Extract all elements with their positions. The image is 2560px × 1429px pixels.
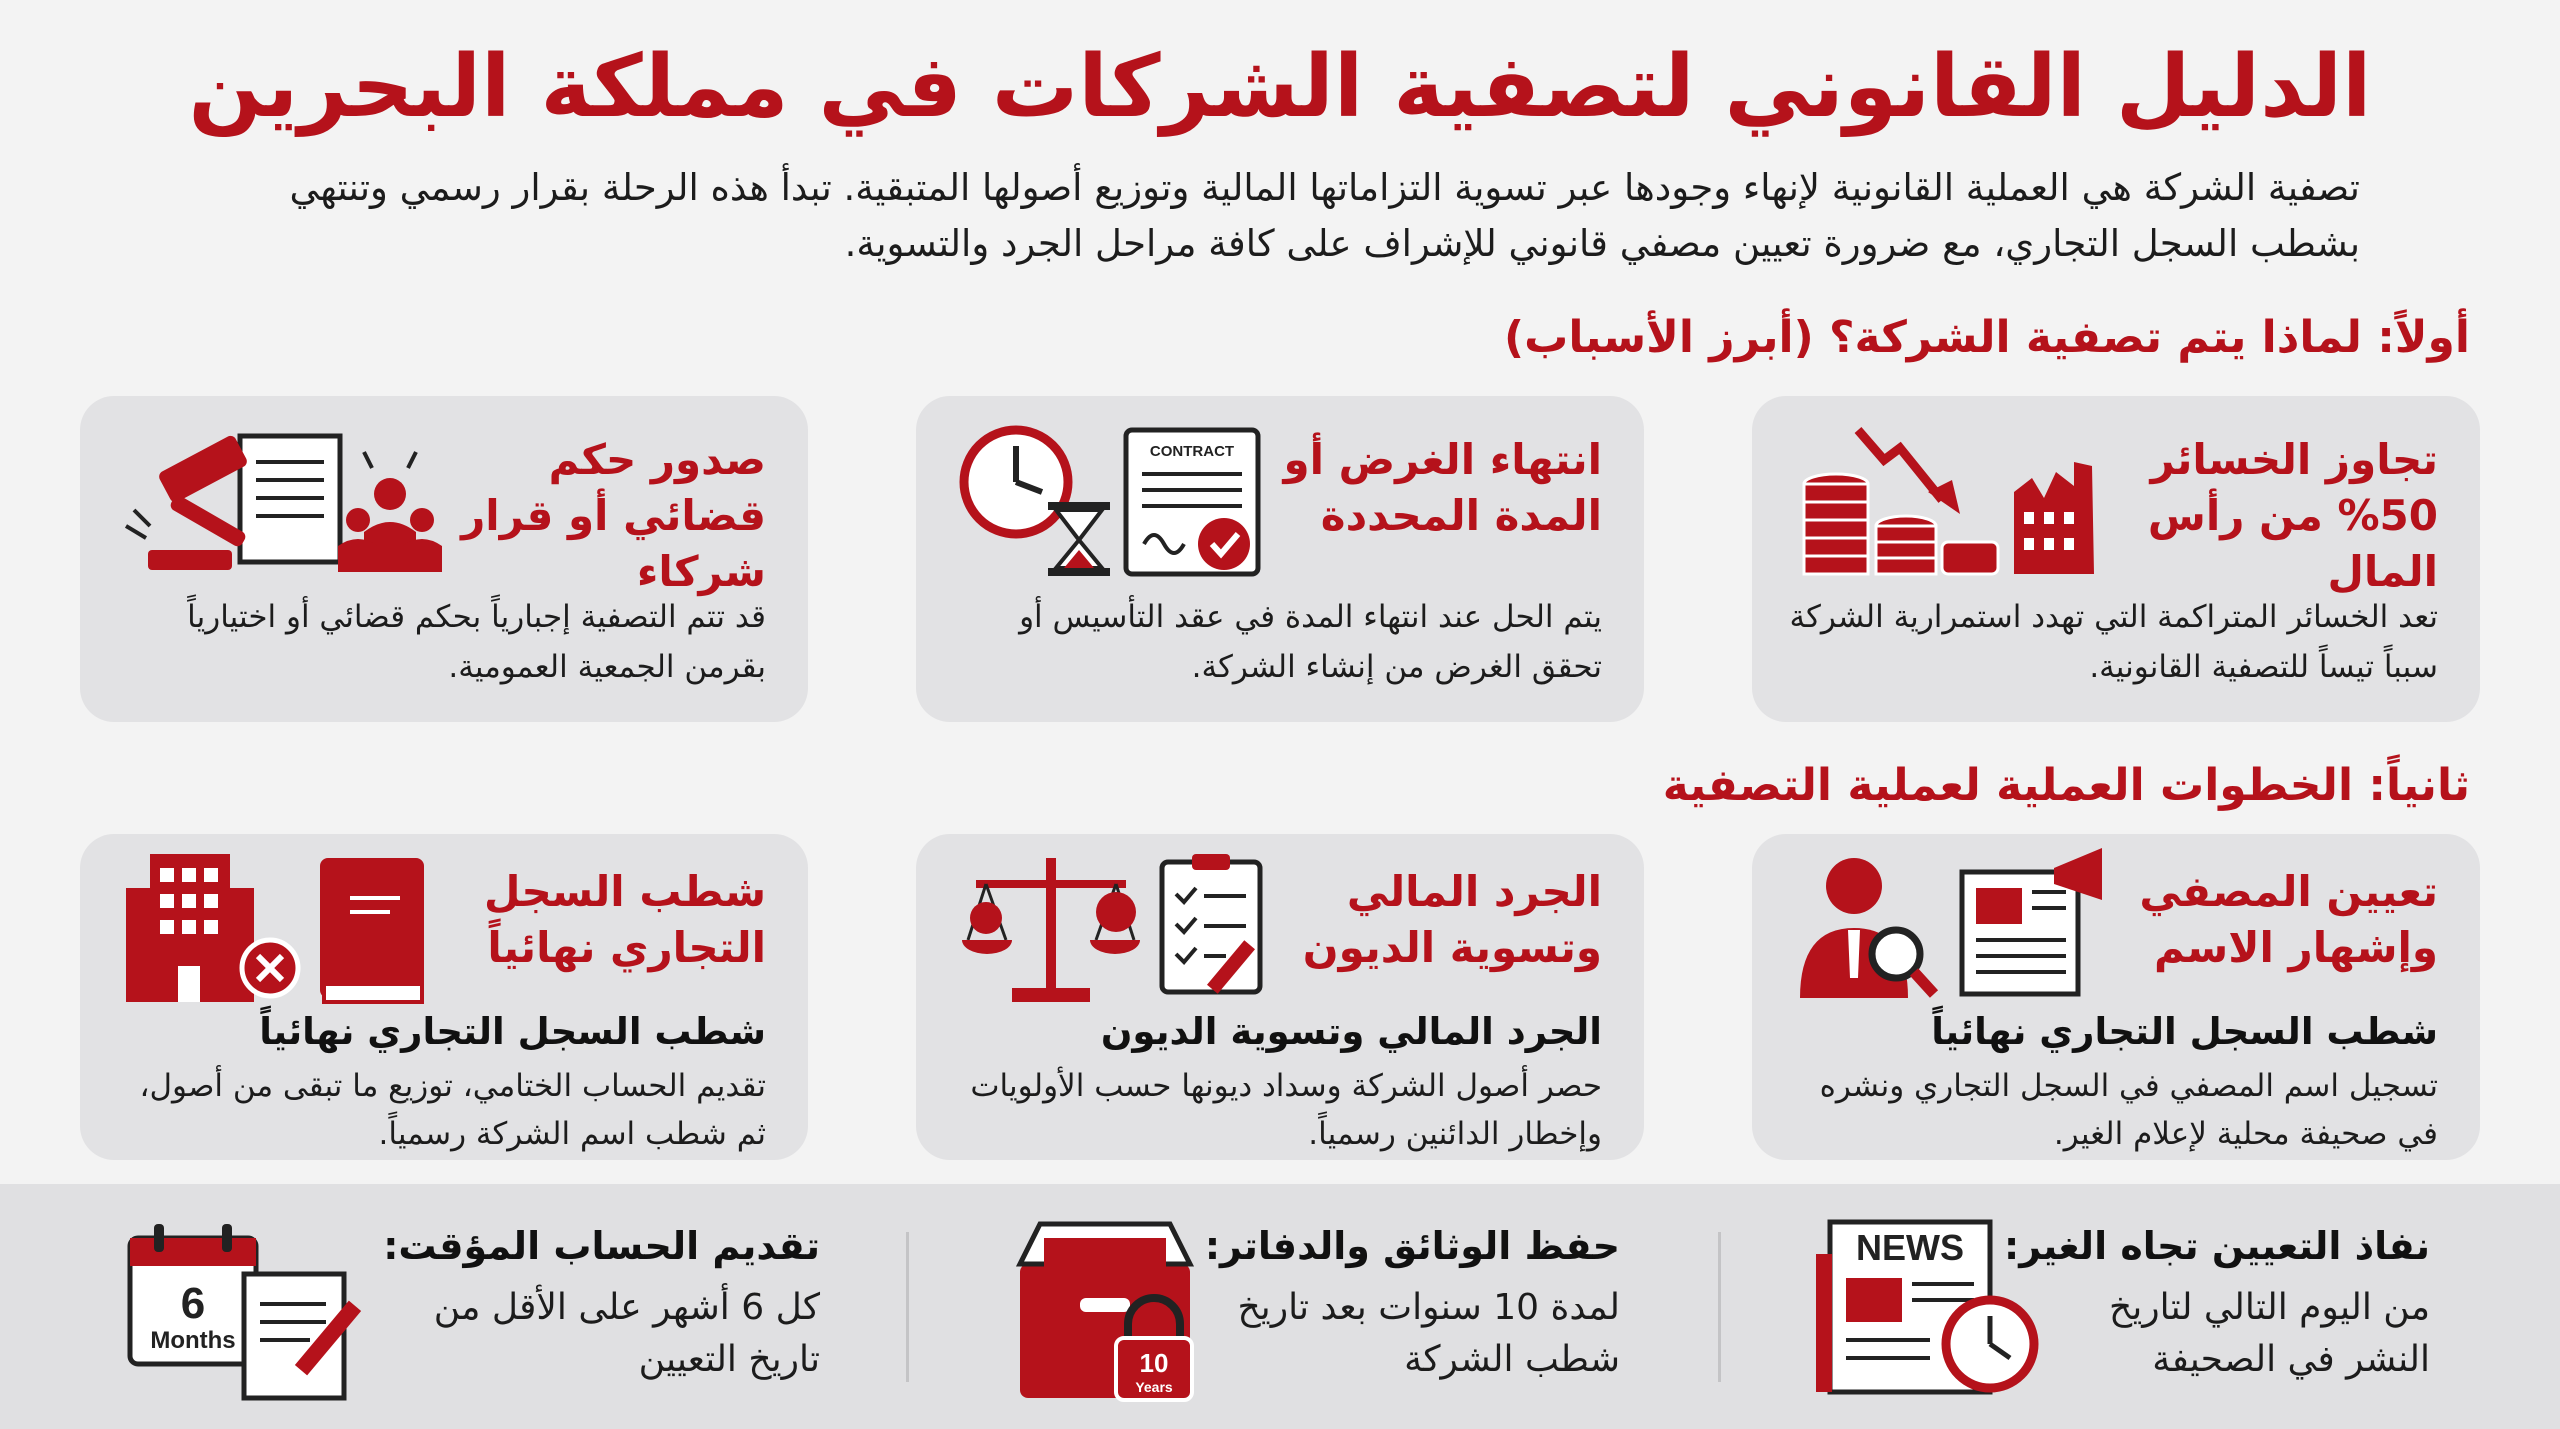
svg-text:10: 10: [1139, 1348, 1169, 1378]
card-body: تعد الخسائر المتراكمة التي تهدد استمرارية الشركة سبباً تيساً للتصفية القانونية.: [1789, 599, 2438, 685]
footer-divider: [1718, 1232, 1721, 1382]
court-order-illustration: [120, 422, 450, 582]
card-title: صدور حكم قضائي أو قرار شركاء: [461, 435, 766, 596]
document-icon: [240, 436, 340, 562]
card-subtitle: الجرد المالي وتسوية الديون: [1100, 1010, 1602, 1053]
card-title: تجاوز الخسائر 50% من رأس المال: [2147, 435, 2438, 596]
card-body: تسجيل اسم المصفي في السجل التجاري ونشره في صحيفة محلية لإعلام الغير.: [1819, 1068, 2438, 1152]
fact-body: لمدة 10 سنوات بعد تاريخ شطب الشركة: [1237, 1287, 1620, 1380]
crumbling-building-icon: [2014, 462, 2094, 574]
fact-record-retention: [980, 1184, 1620, 1429]
checklist-icon: [1162, 854, 1260, 994]
coin-stacks-icon: [1804, 474, 1998, 574]
hourglass-icon: [1048, 502, 1110, 576]
svg-text:Years: Years: [1135, 1379, 1173, 1395]
fact-body: كل 6 أشهر على الأقل من تاريخ التعيين: [433, 1287, 820, 1380]
card-title: انتهاء الغرض أو المدة المحددة: [1283, 435, 1602, 540]
fact-title: تقديم الحساب المؤقت:: [383, 1224, 820, 1268]
step-card-deregistration: [80, 834, 808, 1160]
report-pen-icon: [244, 1274, 361, 1398]
step-card-appoint-liquidator: [1752, 834, 2480, 1160]
deregistration-illustration: [120, 848, 450, 1008]
card-body: قد تتم التصفية إجبارياً بحكم قضائي أو اختيارياً بقرمن الجمعية العمومية.: [187, 599, 766, 685]
appoint-illustration: [1792, 848, 2122, 1008]
clock-icon: [1946, 1300, 2034, 1388]
reason-card-term-end: [916, 396, 1644, 722]
fact-interim-account: [120, 1184, 820, 1429]
svg-text:Months: Months: [150, 1327, 236, 1354]
fact-appointment-effect: [1690, 1184, 2430, 1429]
section-heading-reasons: أولاً: لماذا يتم تصفية الشركة؟ (أبرز الأسباب): [1504, 312, 2470, 363]
gavel-icon: [126, 434, 249, 570]
fact-body: من اليوم التالي لتاريخ النشر في الصحيفة: [2109, 1287, 2430, 1380]
scales-icon: [962, 858, 1140, 1002]
fact-title: حفظ الوثائق والدفاتر:: [1204, 1224, 1620, 1268]
register-book-icon: [320, 858, 424, 1002]
newspaper-clock-illustration: [1810, 1214, 2070, 1404]
inventory-illustration: [956, 848, 1286, 1008]
card-subtitle: شطب السجل التجاري نهائياً: [1931, 1010, 2438, 1053]
term-end-illustration: [956, 422, 1286, 582]
section-heading-steps: ثانياً: الخطوات العملية لعملية التصفية: [1662, 760, 2470, 811]
intro-paragraph: تصفية الشركة هي العملية القانونية لإنهاء وجودها عبر تسوية التزاماتها المالية وتوزيع أصولها المتبقية. تبدأ هذه الرحلة بقرار رسمي وتنتهي بشطب السجل التجاري، مع ضرورة تعيين مصفي قانوني للإشراف على كافة مراحل الجرد والتسوية.: [289, 166, 2360, 265]
reason-card-court-order: [80, 396, 808, 722]
newspaper-megaphone-icon: [1962, 848, 2102, 994]
svg-text:6: 6: [180, 1279, 206, 1328]
clock-icon: [964, 430, 1068, 534]
card-body: حصر أصول الشركة وسداد ديونها حسب الأولويات وإخطار الدائنين رسمياً.: [970, 1068, 1602, 1152]
card-body: تقديم الحساب الختامي، توزيع ما تبقى من أصول، ثم شطب اسم الشركة رسمياً.: [139, 1068, 766, 1152]
contract-icon: [1126, 430, 1258, 574]
step-card-inventory: [916, 834, 1644, 1160]
fact-title: نفاذ التعيين تجاه الغير:: [2004, 1224, 2430, 1268]
svg-text:NEWS: NEWS: [1856, 1227, 1964, 1268]
card-title: الجرد المالي وتسوية الديون: [1302, 867, 1602, 972]
footer-divider: [906, 1232, 909, 1382]
page-title: الدليل القانوني لتصفية الشركات في مملكة البحرين: [188, 37, 2372, 137]
losses-illustration: [1792, 422, 2122, 582]
card-title: شطب السجل التجاري نهائياً: [484, 867, 766, 972]
card-title: تعيين المصفي وإشهار الاسم: [2139, 867, 2438, 972]
svg-text:CONTRACT: CONTRACT: [1149, 443, 1235, 460]
archive-illustration: [1000, 1214, 1260, 1404]
reason-card-losses: [1752, 396, 2480, 722]
card-subtitle: شطب السجل التجاري نهائياً: [259, 1010, 766, 1053]
building-cancel-icon: [126, 854, 298, 1002]
calendar-icon: [130, 1224, 256, 1364]
card-body: يتم الحل عند انتهاء المدة في عقد التأسيس أو تحقق الغرض من إنشاء الشركة.: [1019, 599, 1602, 685]
footer-key-facts: [0, 1184, 2560, 1429]
calendar-illustration: [120, 1214, 380, 1404]
partners-group-icon: [338, 452, 442, 572]
declining-chart-icon: [1858, 430, 1960, 514]
